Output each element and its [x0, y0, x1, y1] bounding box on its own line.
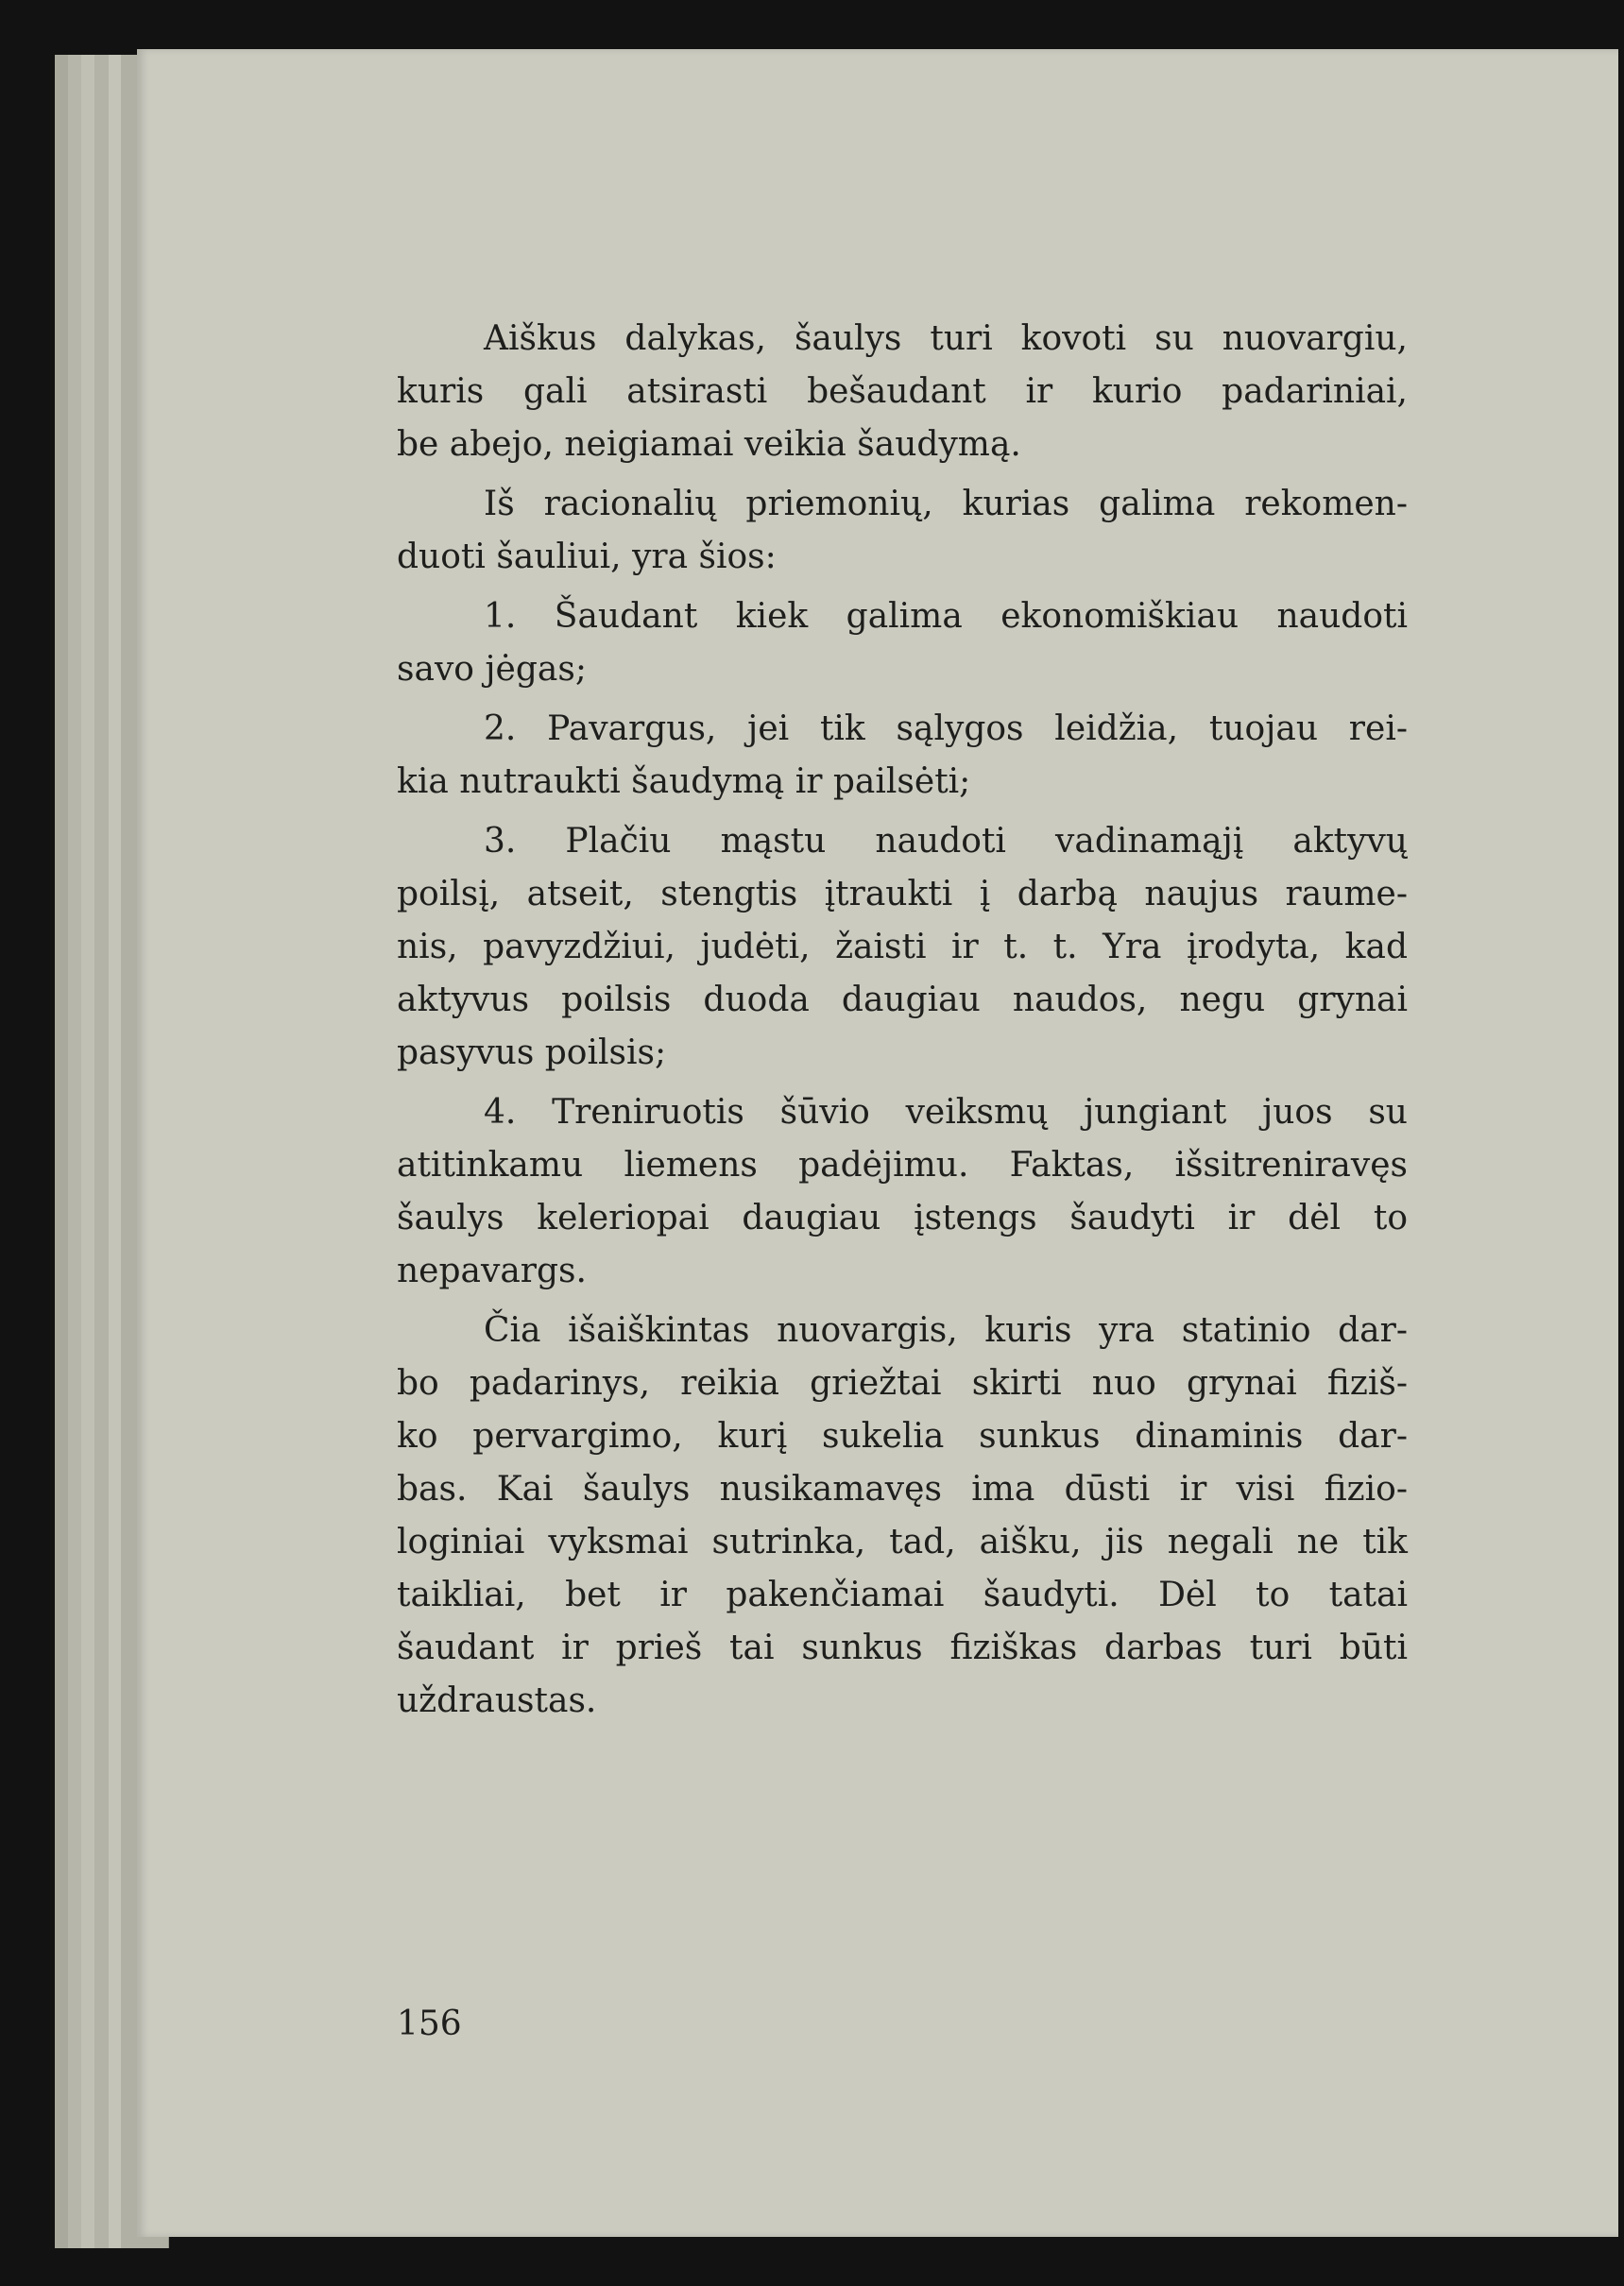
paragraph: [397, 1305, 1408, 1728]
text-line: ko pervargimo, kurį sukelia sunkus dinaminis dar-: [397, 1417, 1408, 1456]
text-line: nis, pavyzdžiui, judėti, žaisti ir t. t. Yra įrodyta, kad: [397, 928, 1408, 966]
text-line: poilsį, atseit, stengtis įtraukti į darbą naujus raume-: [397, 875, 1408, 913]
paragraph: [397, 313, 1408, 471]
text-line: be abejo, neigiamai veikia šaudymą.: [397, 425, 1021, 464]
text-line: taikliai, bet ir pakenčiamai šaudyti. Dėl to tatai: [397, 1576, 1408, 1614]
text-line: savo jėgas;: [397, 650, 587, 689]
text-line: loginiai vyksmai sutrinka, tad, aišku, jis negali ne tik: [397, 1523, 1408, 1561]
paragraph: [397, 1086, 1408, 1298]
paragraph: [397, 815, 1408, 1080]
paragraph: [397, 478, 1408, 584]
text-line: šaudant ir prieš tai sunkus fiziškas darbas turi būti: [397, 1629, 1408, 1667]
text-line: 4. Treniruotis šūvio veiksmų jungiant juos su: [484, 1093, 1408, 1132]
text-line: Čia išaiškintas nuovargis, kuris yra statinio dar-: [484, 1311, 1408, 1350]
text-line: 3. Plačiu mąstu naudoti vadinamąjį aktyvų: [484, 822, 1408, 861]
text-line: uždraustas.: [397, 1681, 597, 1720]
text-line: bas. Kai šaulys nusikamavęs ima dūsti ir visi fizio-: [397, 1470, 1408, 1509]
text-line: 2. Pavargus, jei tik sąlygos leidžia, tuojau rei-: [484, 709, 1408, 748]
text-line: atitinkamu liemens padėjimu. Faktas, išsitreniravęs: [397, 1146, 1408, 1185]
text-line: aktyvus poilsis duoda daugiau naudos, negu grynai: [397, 981, 1408, 1019]
text-line: Aiškus dalykas, šaulys turi kovoti su nuovargiu,: [484, 319, 1408, 358]
paragraph: [397, 703, 1408, 809]
body-text: [397, 313, 1408, 1734]
text-line: kia nutraukti šaudymą ir pailsėti;: [397, 762, 971, 801]
paragraph: [397, 590, 1408, 696]
text-line: 1. Šaudant kiek galima ekonomiškiau naudoti: [484, 597, 1408, 636]
text-line: šaulys keleriopai daugiau įstengs šaudyti ir dėl to: [397, 1199, 1408, 1237]
text-line: kuris gali atsirasti bešaudant ir kurio padariniai,: [397, 372, 1408, 411]
text-line: bo padarinys, reikia griežtai skirti nuo grynai fiziš-: [397, 1364, 1408, 1403]
text-line: pasyvus poilsis;: [397, 1033, 667, 1072]
text-line: Iš racionalių priemonių, kurias galima rekomen-: [484, 485, 1408, 523]
page-number: 156: [397, 2005, 462, 2043]
text-line: nepavargs.: [397, 1252, 587, 1290]
text-line: duoti šauliui, yra šios:: [397, 537, 777, 576]
